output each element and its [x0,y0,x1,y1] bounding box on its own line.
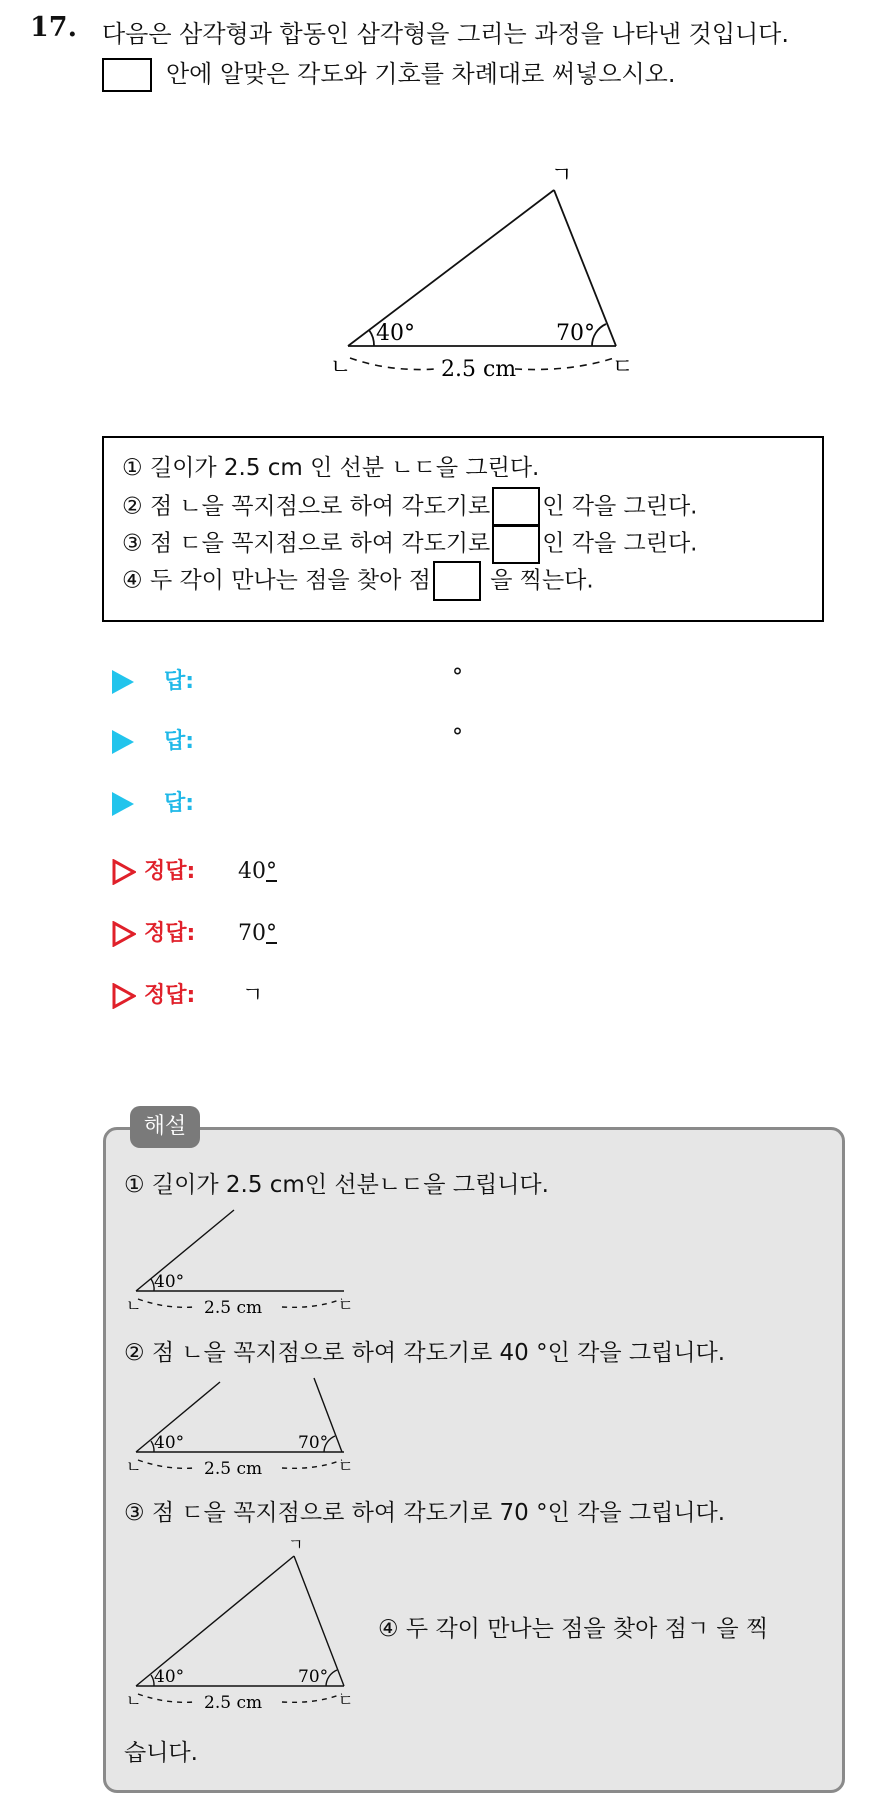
answer-blank-1[interactable] [492,487,540,527]
step-3: ③ 점 ㄷ을 꼭지점으로 하여 각도기로 인 각을 그린다. [122,524,804,561]
steps-box [102,436,824,622]
answer-blank-3[interactable] [433,561,481,601]
svg-text:40°: 40° [154,1272,185,1292]
question-line-2: 안에 알맞은 각도와 기호를 차례대로 써넣으시오. [166,60,676,88]
question-line-2-wrap [102,54,789,94]
svg-text:ㄷ: ㄷ [338,1691,354,1710]
explanation-step-1: ① 길이가 2.5 cm인 선분ㄴㄷ을 그립니다. [124,1172,549,1198]
svg-text:2.5 cm: 2.5 cm [204,1693,263,1713]
question-line-1: 다음은 삼각형과 합동인 삼각형을 그리는 과정을 나타낸 것입니다. [102,20,789,48]
svg-text:ㄱ: ㄱ [288,1535,304,1554]
explanation-step-4: ④ 두 각이 만나는 점을 찾아 점ㄱ 을 찍 [378,1616,769,1642]
explanation-tag: 해설 [130,1106,200,1148]
play-arrow-icon [112,670,134,694]
correct-answer-row-3: 정답: ㄱ [112,980,195,1012]
svg-text:ㄴ: ㄴ [126,1296,142,1315]
step-4: ④ 두 각이 만나는 점을 찾아 점 을 찍는다. [122,561,804,598]
step-1: ① 길이가 2.5 cm 인 선분 ㄴㄷ을 그린다. [122,455,540,481]
angle-left-label: 40° [376,321,415,346]
correct-answer-row-1: 정답: 40° [112,856,195,888]
blank-box-icon [102,58,152,92]
svg-text:40°: 40° [154,1667,185,1687]
base-length-label: 2.5 cm [441,357,517,382]
explanation-figure-3 [126,1532,366,1722]
correct-answer-row-2: 정답: 70° [112,918,195,950]
answer-unit-1: ° [452,665,463,690]
explanation-figure-2 [126,1372,366,1482]
question-number: 17. [30,12,77,43]
answer-row-2: 답: ° [112,726,194,758]
svg-text:ㄷ: ㄷ [338,1457,354,1476]
answer-row-3: 답: [112,788,194,820]
svg-text:70°: 70° [298,1667,329,1687]
svg-text:ㄴ: ㄴ [126,1691,142,1710]
answer-unit-2: ° [452,725,463,750]
explanation-step-3: ③ 점 ㄷ을 꼭지점으로 하여 각도기로 70 °인 각을 그립니다. [124,1500,726,1526]
play-arrow-icon [112,730,134,754]
svg-text:2.5 cm: 2.5 cm [204,1298,263,1315]
angle-right-label: 70° [556,321,595,346]
outline-arrow-icon [112,859,136,885]
explanation-step-2: ② 점 ㄴ을 꼭지점으로 하여 각도기로 40 °인 각을 그립니다. [124,1340,726,1366]
vertex-right-label: ㄷ [612,355,634,380]
answer-blank-2[interactable] [492,524,540,564]
svg-text:70°: 70° [298,1433,329,1453]
correct-value-3: ㄱ [242,983,264,1008]
svg-text:ㄴ: ㄴ [126,1457,142,1476]
explanation-step-4-cont: 습니다. [124,1740,198,1766]
svg-text:2.5 cm: 2.5 cm [204,1459,263,1479]
triangle-figure [330,150,650,390]
vertex-top-label: ㄱ [551,163,573,188]
outline-arrow-icon [112,921,136,947]
svg-text:ㄷ: ㄷ [338,1296,354,1315]
correct-value-1: 40° [238,859,277,884]
outline-arrow-icon [112,983,136,1009]
step-2: ② 점 ㄴ을 꼭지점으로 하여 각도기로 인 각을 그린다. [122,487,804,524]
play-arrow-icon [112,792,134,816]
correct-value-2: 70° [238,921,277,946]
question-text [102,14,789,94]
svg-text:40°: 40° [154,1433,185,1453]
answer-row-1: 답: ° [112,666,194,698]
explanation-figure-1 [126,1205,366,1315]
vertex-left-label: ㄴ [330,355,352,380]
